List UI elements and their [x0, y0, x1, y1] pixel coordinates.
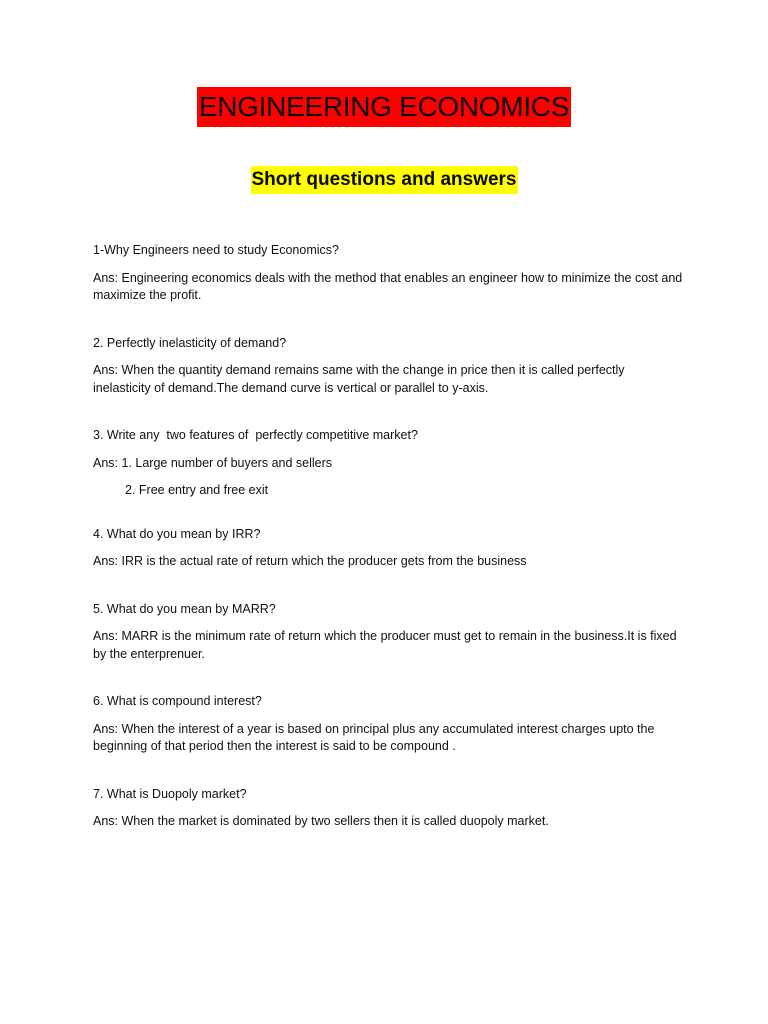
question: 5. What do you mean by MARR? — [93, 601, 276, 616]
answer: Ans: IRR is the actual rate of return which the producer gets from the business — [93, 554, 527, 568]
answer: Ans: When the interest of a year is based on principal plus any accumulated interest charges upto the beginning of that period then the interest is said to be compound . — [93, 721, 655, 753]
question: 2. Perfectly inelasticity of demand? — [93, 335, 287, 350]
qa-item-2 — [93, 335, 683, 398]
answer-item: 2. Free entry and free exit — [125, 483, 269, 497]
page-subtitle: Short questions and answers — [251, 166, 518, 194]
qa-item-5 — [93, 601, 683, 664]
title-block — [0, 87, 768, 127]
question: 7. What is Duopoly market? — [93, 786, 247, 801]
qa-list — [93, 242, 683, 861]
answer: Ans: When the market is dominated by two sellers then it is called duopoly market. — [93, 814, 549, 828]
answer: Ans: When the quantity demand remains same with the change in price then it is called perfectly inelasticity of demand.The demand curve is vertical or parallel to y-axis. — [93, 363, 625, 395]
question: 1-Why Engineers need to study Economics? — [93, 243, 339, 257]
answer: Ans: MARR is the minimum rate of return which the producer must get to remain in the business.It is fixed by the enterprenuer. — [93, 629, 677, 661]
qa-item-1 — [93, 242, 683, 305]
answer-item: Ans: 1. Large number of buyers and sellers — [93, 455, 333, 470]
qa-item-4 — [93, 526, 683, 571]
qa-item-6 — [93, 693, 683, 756]
answer: Ans: Engineering economics deals with the method that enables an engineer how to minimize the cost and maximize the profit. — [93, 270, 683, 302]
question: 6. What is compound interest? — [93, 694, 262, 708]
question: 4. What do you mean by IRR? — [93, 526, 261, 541]
page-title: ENGINEERING ECONOMICS — [197, 87, 571, 127]
qa-item-7 — [93, 786, 683, 831]
question: 3. Write any two features of perfectly competitive market? — [93, 428, 418, 442]
subtitle-block — [0, 166, 768, 194]
qa-item-3 — [93, 427, 683, 500]
